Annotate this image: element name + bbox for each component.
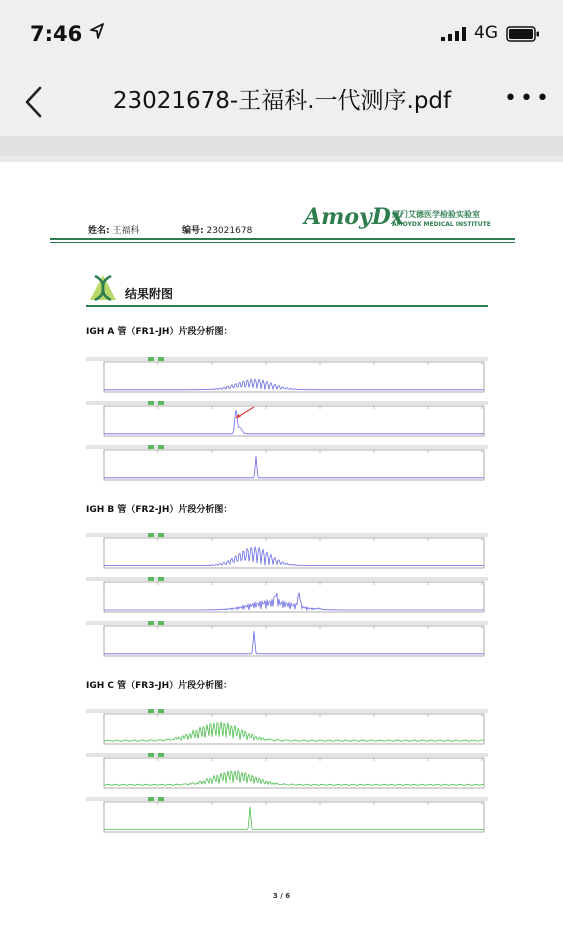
panel-header-marker <box>158 445 164 449</box>
header-rule-thin <box>50 242 515 243</box>
panel-header-bar <box>86 709 488 713</box>
navigation-bar <box>0 66 563 136</box>
panel-header-bar <box>86 357 488 361</box>
electropherogram-b <box>86 526 488 662</box>
pdf-page <box>0 162 563 943</box>
panel-header-bar <box>86 621 488 625</box>
viewer-divider <box>0 136 563 156</box>
electropherogram-a <box>86 350 488 484</box>
panel-frame <box>104 758 484 788</box>
battery-icon <box>506 26 540 42</box>
panel-frame <box>104 538 484 568</box>
panel-frame <box>104 406 484 436</box>
panel-header-marker <box>148 445 154 449</box>
panel-header-bar <box>86 797 488 801</box>
panel-frame <box>104 582 484 612</box>
page-number: 3 / 6 <box>272 892 291 900</box>
panel-header-marker <box>158 621 164 625</box>
panel-frame <box>104 362 484 392</box>
panel-header-marker <box>148 577 154 581</box>
logo-english-name: AMOYDX MEDICAL INSTITUTE <box>392 221 491 228</box>
status-bar <box>0 0 563 66</box>
group-label-b: IGH B 管（FR2-JH）片段分析图： <box>86 505 233 515</box>
electropherogram-c <box>86 702 488 840</box>
chevron-left-icon[interactable] <box>20 84 50 120</box>
panel-header-marker <box>148 357 154 361</box>
patient-name: 姓名: 王福科 <box>88 226 140 236</box>
panel-header-marker <box>148 797 154 801</box>
panel-header-bar <box>86 401 488 405</box>
panel-frame <box>104 802 484 832</box>
panel-header-marker <box>148 533 154 537</box>
amoydx-logo: AmoyDx <box>304 204 404 230</box>
logo-chinese-name: 厦门艾德医学检验实验室 <box>392 210 480 219</box>
panel-header-marker <box>158 401 164 405</box>
panel-header-marker <box>158 533 164 537</box>
panel-header-bar <box>86 753 488 757</box>
panel-header-marker <box>148 753 154 757</box>
more-dots-icon[interactable]: ••• <box>504 86 552 111</box>
panel-header-marker <box>158 577 164 581</box>
group-label-a: IGH A 管（FR1-JH）片段分析图： <box>86 327 233 337</box>
panel-header-marker <box>158 753 164 757</box>
group-label-c: IGH C 管（FR3-JH）片段分析图： <box>86 681 233 691</box>
header-rule <box>50 238 515 240</box>
section-title: 结果附图 <box>125 287 174 301</box>
patient-id: 编号: 23021678 <box>182 226 253 236</box>
panel-frame <box>104 626 484 656</box>
panel-header-marker <box>148 401 154 405</box>
location-arrow-icon <box>90 23 104 39</box>
document-title: 23021678-王福科.一代测序.pdf <box>112 88 452 114</box>
panel-header-marker <box>148 709 154 713</box>
panel-header-bar <box>86 445 488 449</box>
panel-frame <box>104 450 484 480</box>
network-type: 4G <box>474 23 498 43</box>
panel-header-marker <box>158 709 164 713</box>
section-rule <box>86 305 488 307</box>
panel-header-bar <box>86 577 488 581</box>
panel-header-marker <box>158 357 164 361</box>
signal-bars-icon <box>441 27 467 41</box>
panel-header-marker <box>148 621 154 625</box>
dna-icon <box>86 272 120 302</box>
panel-header-bar <box>86 533 488 537</box>
panel-header-marker <box>158 797 164 801</box>
clock: 7:46 <box>30 22 83 46</box>
